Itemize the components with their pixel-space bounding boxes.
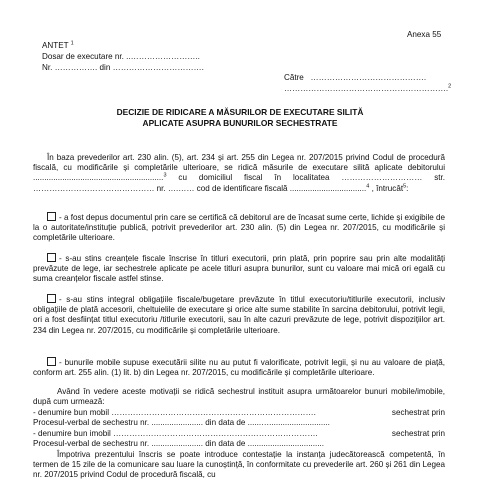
checkbox-claims-extinguished[interactable]: [47, 253, 56, 262]
dosar-executare: Dosar de executare nr. ..……………………..: [42, 52, 200, 61]
intro-paragraph: În baza prevederilor art. 230 alin. (5), art. 234 și art. 255 din Legea nr. 207/2015 privind Codul de procedură fiscală, cu modificările și completările ulterioare, se ridică măsurile de executare silită aplicate debitorului ..........................................................$^3$ cu domiciliul fiscal în localitatea ………………………… str. ……………………………………… nr. ….…… cod de identificare fiscală ..................................$^4$ , întrucât$^5$:: [33, 153, 445, 193]
asset-movable-pv: Procesul-verbal de sechestru nr. ....................... din data de ......…...........................: [33, 418, 330, 427]
conclusion-paragraph: Având în vedere aceste motivații se ridică sechestrul instituit asupra următoarelor bunuri mobile/imobile, după cum urmează:: [33, 387, 445, 407]
asset-immovable-pv: Procesul-verbal de sechestru nr. ....................... din data de ..................................: [33, 439, 325, 448]
asset-movable-seized-by: sechestrat prin: [391, 408, 445, 417]
catre-recipient: Către …………………………………….: [284, 73, 427, 82]
option-certified-sums: - a fost depus documentul prin care se certifică că debitorul are de încasat sume certe, lichide și exigibile de la o autoritate/instituție publică, potrivit prevederilor art. 230 alin. (5) din Legea nr. 207/2015, cu modificările și completările ulterioare.: [33, 213, 446, 243]
document-title-line1: DECIZIE DE RIDICARE A MĂSURILOR DE EXECUTARE SILITĂ: [116, 107, 364, 117]
option-obligations-fully-paid: - s-au stins integral obligațiile fiscale/bugetare prevăzute în titlul executoriu/titlurile executorii, inclusiv obligațiile de plată accesorii, cheltuielile de executare și orice alte sume stabilite în sarcina debitorului, potrivit legii, ori a fost desființat titlul executoriu /titlurile executorii, sau în alte cazuri prevăzute de lege, potrivit dispozițiilor art. 234 din Legea nr. 207/2015, cu modificările și completările ulterioare.: [33, 295, 445, 335]
asset-immovable-seized-by: sechestrat prin: [391, 429, 445, 438]
asset-immovable-name: - denumire bun imobil ………………………………………………………………….: [33, 429, 318, 438]
catre-line-2: …………………………………………………….$^2$: [284, 83, 452, 93]
checkbox-goods-not-valued[interactable]: [47, 357, 56, 366]
checkbox-certified-sums[interactable]: [47, 212, 56, 221]
antet-label: ANTET $^1$: [42, 40, 74, 50]
checkbox-obligations-fully-paid[interactable]: [47, 294, 56, 303]
option-claims-extinguished: - s-au stins creanțele fiscale înscrise în titluri executorii, prin plată, prin poprire sau prin alte modalități prevăzute de lege, iar sechestrele aplicate pe acele titluri asupra bunurilor, sunt cu valoare mai mică ori egală cu suma creanțelor fiscale astfel stinse.: [33, 254, 445, 284]
annex-number: Anexa 55: [407, 30, 442, 39]
nr-din: Nr. ……………. din …………………………….: [42, 63, 204, 72]
asset-movable-name: - denumire bun mobil ………………………………………………………………….: [33, 408, 316, 417]
appeal-paragraph: Împotriva prezentului înscris se poate introduce contestație la instanța judecătorească competentă, în termen de 15 zile de la comunicare sau luare la cunoștință, în conformitate cu prevederile art. 260 și 261 din Legea nr. 207/2015 privind Codul de procedură fiscală, cu: [33, 450, 445, 480]
option-goods-not-valued: - bunurile mobile supuse executării silite nu au putut fi valorificate, potrivit legii, și nu au valoare de piață, conform art. 255 alin. (1) lit. b) din Legea nr. 207/2015, cu modificările și completările ulterioare.: [33, 358, 445, 378]
document-title-line2: APLICATE ASUPRA BUNURILOR SECHESTRATE: [142, 118, 338, 128]
